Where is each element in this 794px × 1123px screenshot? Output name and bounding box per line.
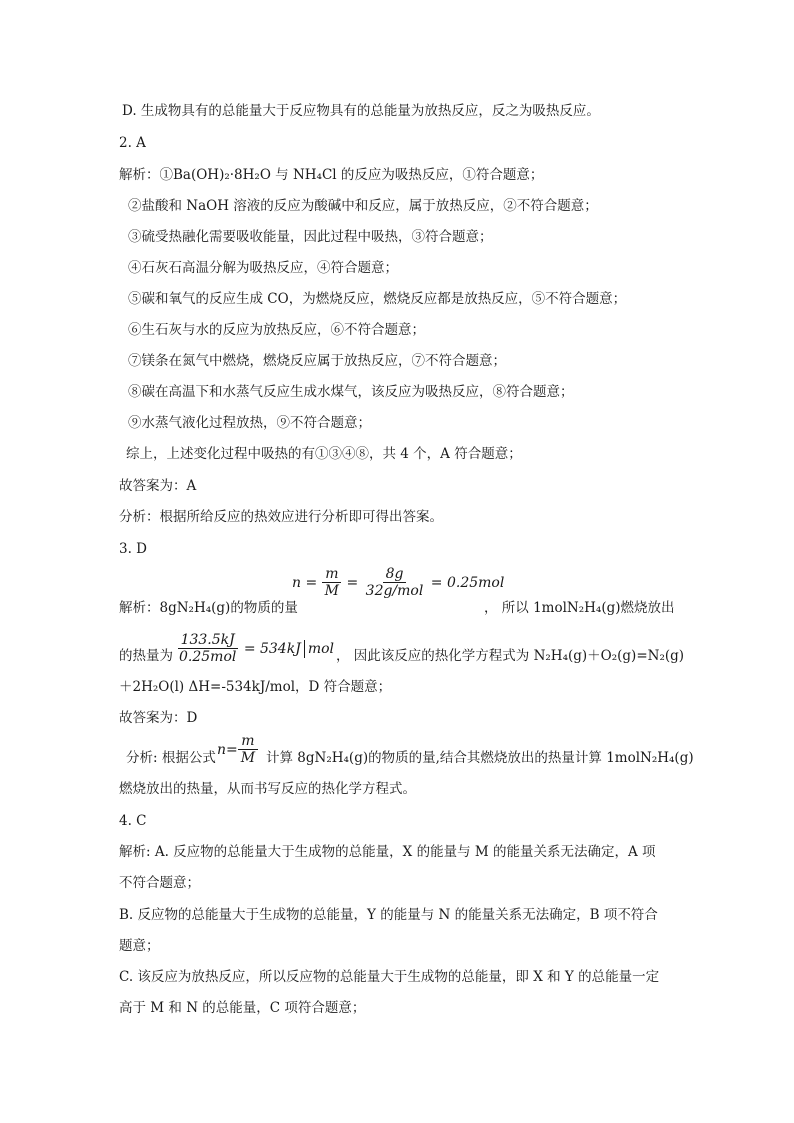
analysis-4-b-2: 题意； [119, 938, 160, 954]
analysis-3-note-c: 燃烧放出的热量，从而书写反应的热化学方程式。 [119, 781, 416, 797]
analysis-2-line-9: ⑨水蒸气液化过程放热，⑨不符合题意； [128, 415, 371, 431]
formula-heat-result: = 534kJ [243, 640, 301, 657]
analysis-2-line-6: ⑥生石灰与水的反应为放热反应，⑥不符合题意； [128, 322, 425, 338]
analysis-3-line-3: ＋2H₂O(l) ΔH=-534kJ/mol，D 符合题意； [119, 679, 392, 695]
analysis-4-a-1: 解析: A. 反应物的总能量大于生成物的总能量，X 的能量与 M 的能量关系无法确定，A 项 [119, 844, 656, 860]
option-d-text: D. 生成物具有的总能量大于反应物具有的总能量为放热反应，反之为吸热反应。 [122, 103, 600, 119]
fraction-m-over-M: $\frac{m}{M}$ [322, 566, 342, 599]
formula-moles: n = $\frac{m}{M}$ = $\frac{8g}{\text{32g/mol}}$ = 0.25mol [292, 566, 505, 599]
formula-n-m-M: n = $\frac{m}{M}$ [217, 733, 258, 766]
analysis-2-line-8: ⑧碳在高温下和水蒸气反应生成水煤气，该反应为吸热反应，⑧符合题意； [128, 384, 574, 400]
analysis-4-c-1: C. 该反应为放热反应，所以反应物的总能量大于生成物的总能量，即 X 和 Y 的总能量一定 [119, 969, 660, 985]
analysis-3-line-2a: 的热量为 [119, 648, 173, 664]
analysis-2-line-2: ②盐酸和 NaOH 溶液的反应为酸碱中和反应，属于放热反应，②不符合题意； [128, 198, 598, 214]
analysis-2-line-1: 解析：①Ba(OH)₂·8H₂O 与 NH₄Cl 的反应为吸热反应，①符合题意； [119, 167, 544, 183]
analysis-2-line-7: ⑦镁条在氮气中燃烧，燃烧反应属于放热反应，⑦不符合题意； [128, 353, 506, 369]
formula-result: = 0.25mol [430, 574, 505, 591]
analysis-3-note-b: 计算 8gN₂H₄(g)的物质的量,结合其燃烧放出的热量计算 1molN₂H₄(g) [266, 750, 694, 766]
fraction-8g-over-molar-mass: $\frac{8g}{\text{32g/mol}}$ [365, 566, 424, 599]
answer-3-heading: 3. D [119, 541, 147, 557]
analysis-4-b-1: B. 反应物的总能量大于生成物的总能量，Y 的能量与 N 的能量关系无法确定，B 项不符合 [119, 907, 658, 923]
analysis-2-line-3: ③硫受热融化需要吸收能量，因此过程中吸热，③符合题意； [128, 229, 493, 245]
analysis-3-line-2b: ， 因此该反应的热化学方程式为 N₂H₄(g)＋O₂(g)=N₂(g) [336, 648, 685, 664]
analysis-4-a-2: 不符合题意； [119, 875, 200, 891]
analysis-2-summary: 综上，上述变化过程中吸热的有①③④⑧，共 4 个，A 符合题意； [126, 446, 522, 462]
analysis-3-line-1b: ， 所以 1molN₂H₄(g)燃烧放出 [484, 600, 675, 616]
formula-var-n: n [292, 574, 302, 591]
answer-2-heading: 2. A [119, 135, 146, 151]
analysis-3-note-a: 分析: 根据公式 [126, 750, 216, 766]
analysis-2-line-4: ④石灰石高温分解为吸热反应，④符合题意； [128, 260, 398, 276]
answer-3-final: 故答案为：D [119, 710, 198, 726]
formula-heat-unit: mol [307, 640, 334, 657]
analysis-2-line-5: ⑤碳和氧气的反应生成 CO，为燃烧反应，燃烧反应都是放热反应，⑤不符合题意； [128, 291, 627, 307]
analysis-3-line-1a: 解析：8gN₂H₄(g)的物质的量 [119, 600, 298, 616]
formula-heat [176, 632, 334, 665]
fraction-heat: $\frac{133.5kJ}{\text{0.25mol}}$ [179, 632, 237, 665]
analysis-4-c-2: 高于 M 和 N 的总能量，C 项符合题意； [119, 1000, 366, 1016]
analysis-2-note: 分析：根据所给反应的热效应进行分析即可得出答案。 [119, 509, 443, 525]
answer-4-heading: 4. C [119, 813, 147, 829]
answer-2-final: 故答案为：A [119, 478, 197, 494]
